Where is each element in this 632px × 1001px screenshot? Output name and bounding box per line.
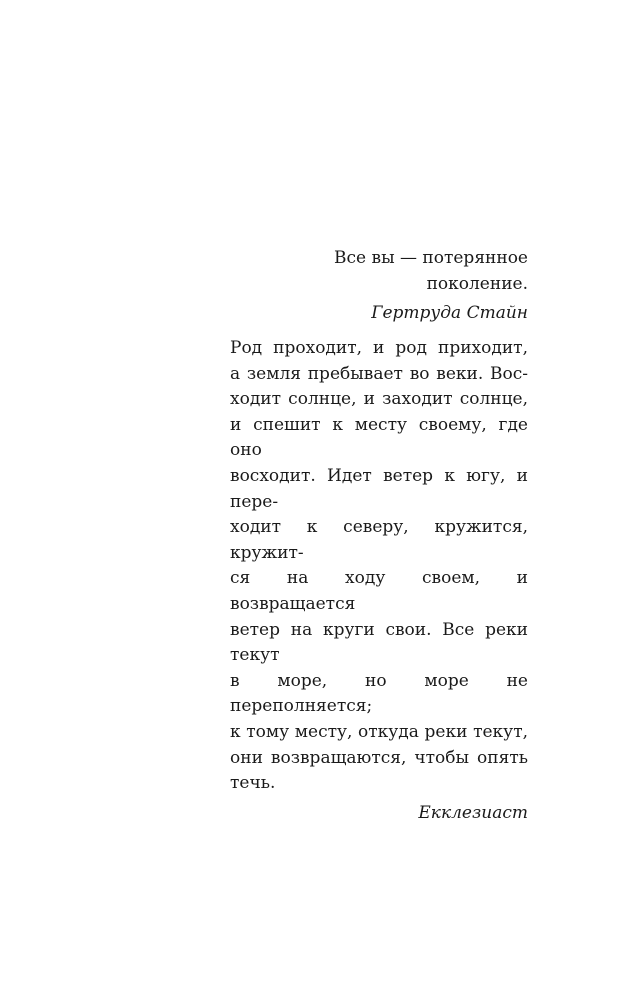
quote-line: в море, но море не переполняется; — [230, 670, 528, 717]
quote-line: восходит. Идет ветер к югу, и пере- — [230, 465, 528, 512]
quote-line: они возвращаются, чтобы опять — [230, 747, 528, 768]
quote-line: и спешит к месту своему, где оно — [230, 414, 528, 461]
epigraph-ecclesiastes — [230, 336, 528, 826]
epigraph-quote: Все вы — потерянное поколение. — [334, 248, 528, 294]
quote-line: к тому месту, откуда реки текут, — [230, 721, 528, 742]
epigraph-stein — [230, 246, 528, 327]
quote-line: ходит солнце, и заходит солнце, — [230, 389, 528, 410]
quote-line: течь. — [230, 773, 276, 794]
quote-line: ходит к северу, кружится, кружит- — [230, 517, 528, 563]
quote-line: Род проходит, и род приходит, — [230, 338, 528, 358]
quote-line: ся на ходу своем, и возвращается — [230, 568, 528, 614]
epigraph-author: Гертруда Стайн — [371, 303, 528, 324]
quote-line: ветер на круги свои. Все реки текут — [230, 619, 528, 666]
epigraph-quote — [230, 336, 528, 797]
quote-line: а земля пребывает во веки. Вос- — [230, 363, 528, 384]
epigraph-author: Екклезиаст — [418, 802, 528, 823]
